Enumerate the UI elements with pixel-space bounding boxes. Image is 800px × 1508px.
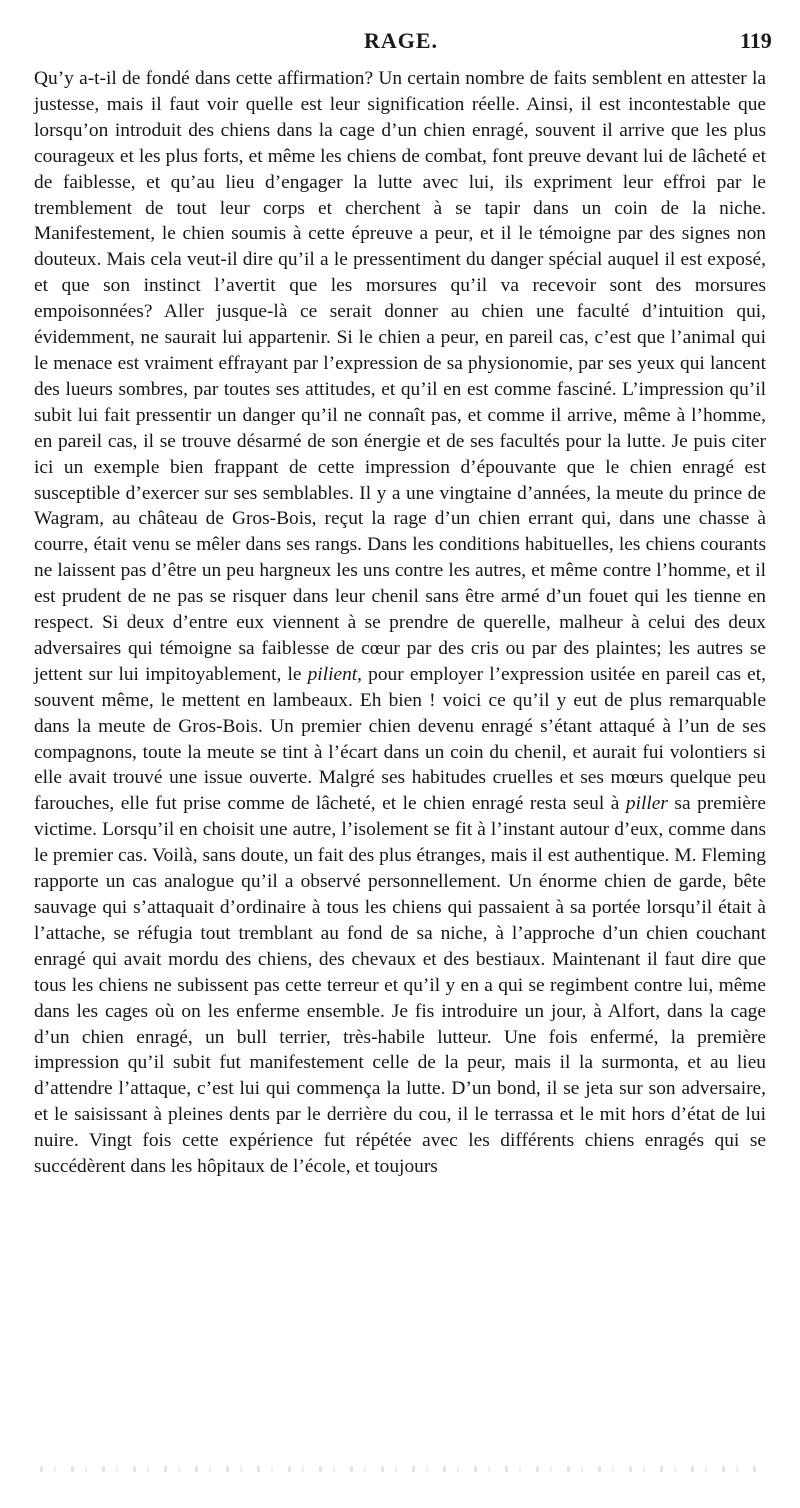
paragraph [34,66,766,1180]
body-text [34,66,766,1180]
scan-artifact [40,1466,760,1472]
italic-term: pilient [307,663,358,685]
running-head [0,28,800,62]
text-run: , pour employer l’expression usitée en pareil cas et, souvent même, le mettent en lambeaux. Eh bien ! voici ce qu’il y eut de plus remarquable dans la meute de Gros-Bois. Un premier chien devenu enragé s’étant attaqué à l’un de ses compagnons, toute la meute se tint à l’écart dans un coin du chenil, et aurait fui volontiers si elle avait trouvé une issue ouverte. Malgré ses habitudes cruelles et ses mœurs quelque peu farouches, elle fut prise comme de lâcheté, et le chien enragé resta seul à [34,663,766,815]
text-run: Qu’y a-t-il de fondé dans cette affirmation? Un certain nombre de faits semblent en attester la justesse, mais il faut voir quelle est leur signification réelle. Ainsi, il est incontestable que lorsqu’on introduit des chiens dans la cage d’un chien enragé, souvent il arrive que les plus courageux et les plus forts, et même les chiens de combat, font preuve devant lui de lâcheté et de faiblesse, et qu’au lieu d’engager la lutte avec lui, ils expriment leur effroi par le tremblement de tout leur corps et cherchent à se tapir dans un coin de la niche. Manifestement, le chien soumis à cette épreuve a peur, et il le témoigne par des signes non douteux. Mais cela veut-il dire qu’il a le pressentiment du danger spécial auquel il est exposé, et que son instinct l’avertit que les morsures qu’il va recevoir sont des morsures empoisonnées? Aller jusque-là ce serait donner au chien une faculté d’intuition qui, évidemment, ne saurait lui appartenir. Si le chien a peur, en pareil cas, c’est que l’animal qui le menace est vraiment effrayant par l’expression de sa physionomie, par ses yeux qui lancent des lueurs sombres, par toutes ses attitudes, et qu’il en est comme fasciné. L’impression qu’il subit lui fait pressentir un danger qu’il ne connaît pas, et comme il arrive, même à l’homme, en pareil cas, il se trouve désarmé de son énergie et de ses facultés pour la lutte. Je puis citer ici un exemple bien frappant de cette impression d’épouvante que le chien enragé est susceptible d’exercer sur ses semblables. Il y a une vingtaine d’années, la meute du prince de Wagram, au château de Gros-Bois, reçut la rage d’un chien errant qui, dans une chasse à courre, était venu se mêler dans ses rangs. Dans les conditions habituelles, les chiens courants ne laissent pas d’être un peu hargneux les uns contre les autres, et même contre l’homme, et il est prudent de ne pas se risquer dans leur chenil sans être armé d’un fouet qui les tienne en respect. Si deux d’entre eux viennent à se prendre de querelle, malheur à celui des deux adversaires qui témoigne sa faiblesse de cœur par des cris ou par des plaintes; les autres se jettent sur lui impitoyablement, le [34,68,766,685]
italic-term: piller [625,793,668,815]
running-title: RAGE. [364,28,439,53]
text-run: sa première victime. Lorsqu’il en choisit une autre, l’isolement se fit à l’instant autour d’eux, comme dans le premier cas. Voilà, sans doute, un fait des plus étranges, mais il est authentique. M. Fleming rapporte un cas analogue qu’il a observé personnellement. Un énorme chien de garde, bête sauvage qui s’attaquait d’ordinaire à tous les chiens qui passaient à sa portée lorsqu’il était à l’attache, se réfugia tout tremblant au fond de sa niche, à l’approche d’un chien couchant enragé qui avait mordu des chiens, des chevaux et des bestiaux. Maintenant il faut dire que tous les chiens ne subissent pas cette terreur et qu’il y en a qui se regimbent contre lui, même dans les cages où on les enferme ensemble. Je fis introduire un jour, à Alfort, dans la cage d’un chien enragé, un bull terrier, très-habile lutteur. Une fois enfermé, la première impression qu’il subit fut manifestement celle de la peur, mais il la surmonta, et au lieu d’attendre l’attaque, c’est lui qui commença la lutte. D’un bond, il se jeta sur son adversaire, et le saisissant à pleines dents par le derrière du cou, il le terrassa et le mit hors d’état de lui nuire. Vingt fois cette expérience fut répétée avec les différents chiens enragés qui se succédèrent dans les hôpitaux de l’école, et toujours [34,793,766,1178]
page-number: 119 [740,28,772,53]
